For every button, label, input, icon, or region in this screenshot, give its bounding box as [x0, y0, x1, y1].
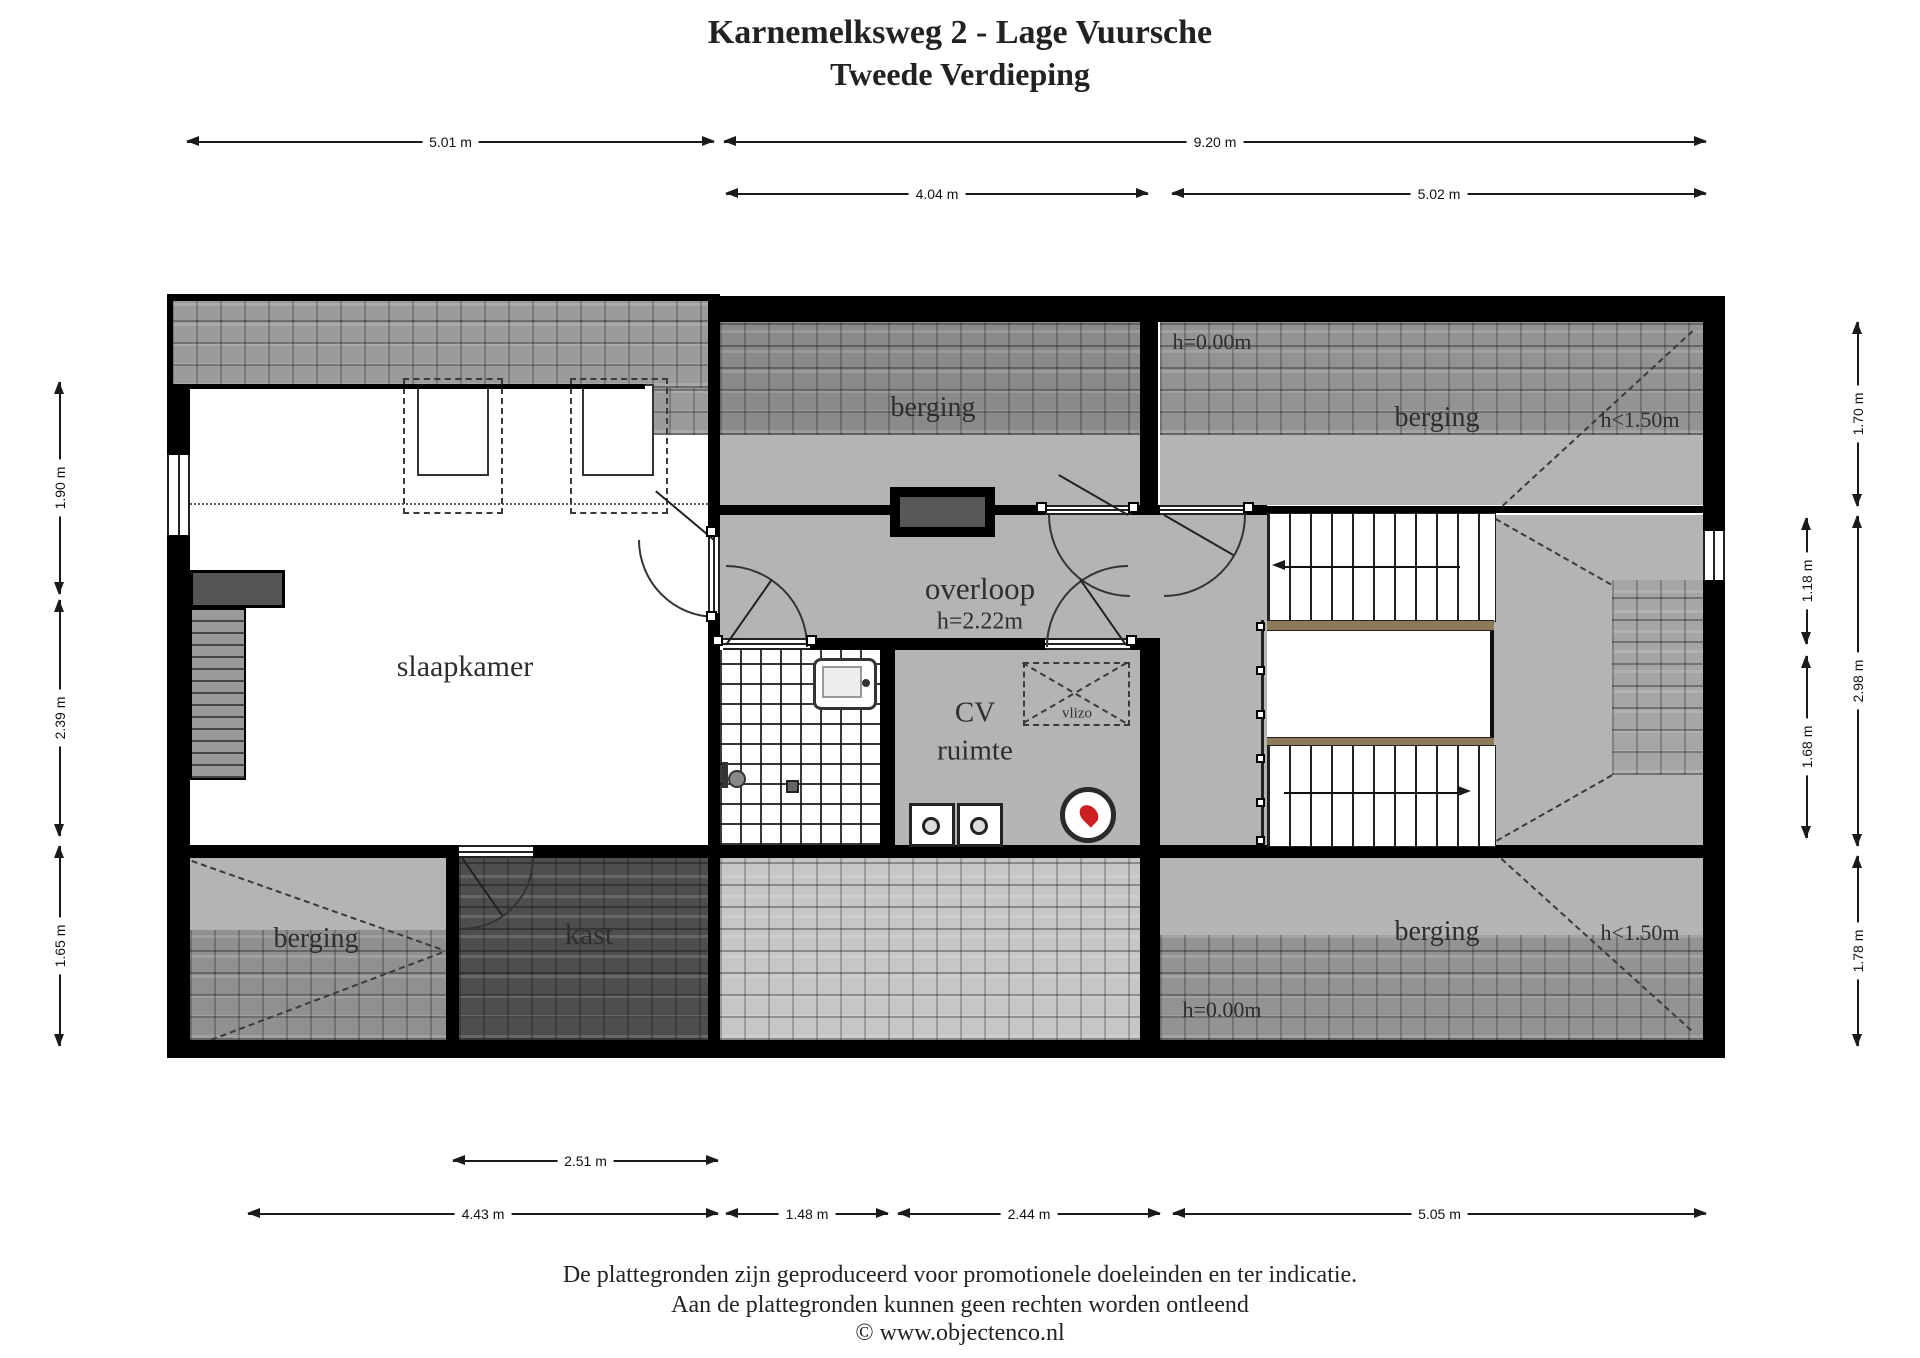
dim-arrowhead — [1171, 188, 1184, 198]
chimney-inner — [900, 497, 985, 527]
room-label-cv-ruimte-line1: CV — [954, 696, 996, 729]
railing-post — [1256, 622, 1265, 631]
dim-top-left-label: 5.01 m — [422, 134, 479, 150]
page-title: Karnemelksweg 2 - Lage Vuursche — [707, 14, 1213, 51]
washer-1-drum — [922, 817, 940, 835]
dim-bottom-4-label: 5.05 m — [1411, 1206, 1468, 1222]
wall-right-b — [1703, 580, 1725, 1056]
wall-kast-berging-divider — [446, 858, 459, 1040]
berging-bottom-left-floor — [190, 858, 446, 933]
dim-top2-right-label: 5.02 m — [1411, 186, 1468, 202]
dormer-window-left — [417, 384, 489, 476]
wall-bottom — [167, 1040, 1725, 1058]
dim-arrowhead — [1852, 321, 1862, 334]
room-label-cv-ruimte-line2: ruimte — [937, 734, 1013, 767]
dim-top-right — [724, 134, 1706, 150]
wall-left-a — [167, 385, 190, 455]
dim-arrowhead — [247, 1208, 260, 1218]
wall-stairs-top-thin — [1267, 506, 1706, 513]
sink-basin — [822, 666, 862, 698]
shower-head — [728, 770, 746, 788]
dim-right-outer-1 — [1850, 322, 1866, 506]
room-label-height-150-top: h<1.50m — [1600, 407, 1680, 432]
room-label-height-zero-top: h=0.00m — [1172, 329, 1252, 354]
wall-divider-left-mid-lower — [708, 613, 720, 1040]
dim-right-inner-1-label: 1.18 m — [1799, 553, 1815, 610]
shower-hose — [722, 762, 728, 788]
dim-bottom-3-label: 2.44 m — [1001, 1206, 1058, 1222]
dim-arrowhead — [1852, 515, 1862, 528]
door-kast-gap — [459, 845, 533, 858]
dim-bottom-1-label: 4.43 m — [455, 1206, 512, 1222]
footer-disclaimer-2: Aan de plattegronden kunnen geen rechten worden ontleend — [671, 1292, 1249, 1318]
dim-left-3 — [52, 846, 68, 1046]
window-left-wall — [167, 455, 190, 535]
wall-divider-mid-right-lower — [1140, 638, 1160, 1040]
dim-arrowhead — [54, 1034, 64, 1047]
railing-post — [1256, 754, 1265, 763]
dim-arrowhead — [1852, 494, 1862, 507]
dim-arrowhead — [1694, 188, 1707, 198]
dim-arrowhead — [54, 381, 64, 394]
dim-arrowhead — [1694, 136, 1707, 146]
dim-arrowhead — [452, 1155, 465, 1165]
wall-bath-cv-divider — [880, 650, 895, 845]
dim-right-inner-1 — [1799, 518, 1815, 644]
railing-post — [1256, 710, 1265, 719]
dim-arrowhead — [186, 136, 199, 146]
dim-right-inner-2-label: 1.68 m — [1799, 719, 1815, 776]
dim-arrowhead — [897, 1208, 910, 1218]
dim-arrowhead — [54, 845, 64, 858]
wall-bottom-band-a — [190, 845, 459, 858]
dim-top2-right — [1172, 186, 1706, 202]
dim-right-outer-2 — [1850, 516, 1866, 846]
dim-arrowhead — [1801, 655, 1811, 668]
door-jamb — [712, 635, 723, 646]
stairs-railing — [1261, 620, 1264, 845]
dim-bottom-1 — [248, 1206, 718, 1222]
room-label-overloop-height: h=2.22m — [936, 608, 1024, 635]
stairs-direction-arrow-up-shaft — [1284, 566, 1460, 568]
page-subtitle: Tweede Verdieping — [830, 56, 1090, 92]
room-label-berging-top-right: berging — [1394, 402, 1480, 433]
stairs-direction-arrow-down-shaft — [1284, 792, 1460, 794]
window-right-wall — [1703, 531, 1725, 580]
room-berging-right-floor — [1160, 435, 1703, 505]
dim-arrowhead — [1852, 855, 1862, 868]
dim-right-outer-2-label: 2.98 m — [1850, 653, 1866, 710]
dim-left-3-label: 1.65 m — [52, 918, 68, 975]
door-jamb — [706, 526, 717, 537]
dim-arrowhead — [702, 136, 715, 146]
door-jamb — [806, 635, 817, 646]
wall-divider-left-mid-upper — [708, 296, 720, 537]
door-jamb — [1036, 502, 1047, 513]
dim-right-outer-3 — [1850, 856, 1866, 1046]
dim-left-1-label: 1.90 m — [52, 460, 68, 517]
dim-arrowhead — [54, 582, 64, 595]
flue-block — [190, 570, 285, 608]
room-label-berging-top-middle: berging — [890, 392, 976, 423]
wall-top-left-thin — [167, 294, 720, 301]
stairs-direction-arrow-up-head — [1272, 560, 1285, 570]
footer-disclaimer-1: De plattegronden zijn geproduceerd voor promotionele doeleinden en ter indicatie. — [562, 1262, 1358, 1288]
dim-top-left — [187, 134, 714, 150]
dim-arrowhead — [1136, 188, 1149, 198]
roof-tiles-berging-bottom-right — [1160, 935, 1703, 1040]
wall-under-roof-edge — [172, 384, 645, 389]
wall-divider-mid-right-upper — [1140, 296, 1158, 505]
footer-copyright: © www.objectenco.nl — [855, 1320, 1065, 1346]
dim-bottom-kast — [453, 1153, 718, 1169]
railing-post — [1256, 666, 1265, 675]
wall-top-main — [708, 296, 1725, 322]
dim-arrowhead — [1852, 834, 1862, 847]
dim-bottom-4 — [1173, 1206, 1706, 1222]
dim-arrowhead — [725, 188, 738, 198]
dim-arrowhead — [1148, 1208, 1161, 1218]
dim-arrowhead — [725, 1208, 738, 1218]
dim-arrowhead — [706, 1155, 719, 1165]
stairs-lower-run — [1267, 745, 1496, 847]
dim-arrowhead — [723, 136, 736, 146]
dim-top-right-label: 9.20 m — [1187, 134, 1244, 150]
room-label-height-150-bottom: h<1.50m — [1600, 920, 1680, 945]
room-label-berging-bottom-left: berging — [273, 923, 359, 954]
railing-post — [1256, 836, 1265, 845]
wall-right-a — [1703, 296, 1725, 531]
sink-tap — [862, 679, 870, 687]
dim-arrowhead — [706, 1208, 719, 1218]
dim-arrowhead — [1852, 1034, 1862, 1047]
wall-overloop-bottom-a — [810, 638, 1045, 650]
dim-left-2-label: 2.39 m — [52, 690, 68, 747]
floor-drain — [786, 780, 799, 793]
wall-left-b — [167, 535, 190, 1056]
dim-right-outer-3-label: 1.78 m — [1850, 923, 1866, 980]
room-label-kast: kast — [564, 918, 614, 951]
door-jamb — [1128, 502, 1139, 513]
dim-arrowhead — [54, 824, 64, 837]
stairs-landing-edge-upper — [1267, 620, 1494, 631]
dim-bottom-2-label: 1.48 m — [779, 1206, 836, 1222]
dim-arrowhead — [1694, 1208, 1707, 1218]
railing-post — [1256, 798, 1265, 807]
room-label-vlizo: vlizo — [1062, 705, 1092, 722]
door-jamb — [1243, 502, 1254, 513]
room-label-height-zero-bottom: h=0.00m — [1182, 997, 1262, 1022]
dim-right-outer-1-label: 1.70 m — [1850, 386, 1866, 443]
dim-arrowhead — [1801, 826, 1811, 839]
flue-hatch-strip — [190, 608, 246, 780]
room-label-overloop: overloop — [924, 571, 1036, 606]
stairs-direction-arrow-down-head — [1458, 786, 1471, 796]
roof-tiles-left-top — [172, 298, 708, 388]
wall-left-upper-thin — [167, 294, 173, 390]
dim-bottom-3 — [898, 1206, 1160, 1222]
dim-left-2 — [52, 600, 68, 836]
dim-arrowhead — [54, 599, 64, 612]
dim-bottom-kast-label: 2.51 m — [557, 1153, 614, 1169]
dim-arrowhead — [1801, 517, 1811, 530]
door-jamb — [1126, 635, 1137, 646]
roof-tiles-right-middle-patch — [1612, 580, 1703, 775]
dim-bottom-2 — [726, 1206, 888, 1222]
dim-right-inner-2 — [1799, 656, 1815, 838]
dim-arrowhead — [876, 1208, 889, 1218]
dormer-window-right — [582, 384, 654, 476]
door-jamb — [706, 611, 717, 622]
room-label-berging-bottom-right: berging — [1394, 916, 1480, 947]
dim-arrowhead — [1172, 1208, 1185, 1218]
dim-arrowhead — [1801, 632, 1811, 645]
door-overloop-right-gap — [1160, 505, 1247, 515]
room-label-slaapkamer: slaapkamer — [396, 650, 534, 683]
dim-top2-middle-label: 4.04 m — [909, 186, 966, 202]
roof-tiles-bottom-middle — [720, 858, 1140, 1040]
dim-top2-middle — [726, 186, 1148, 202]
wall-bottom-band-b — [533, 845, 1706, 858]
wall-berging-bottom-a — [720, 505, 890, 515]
washer-2-drum — [970, 817, 988, 835]
dim-left-1 — [52, 382, 68, 594]
